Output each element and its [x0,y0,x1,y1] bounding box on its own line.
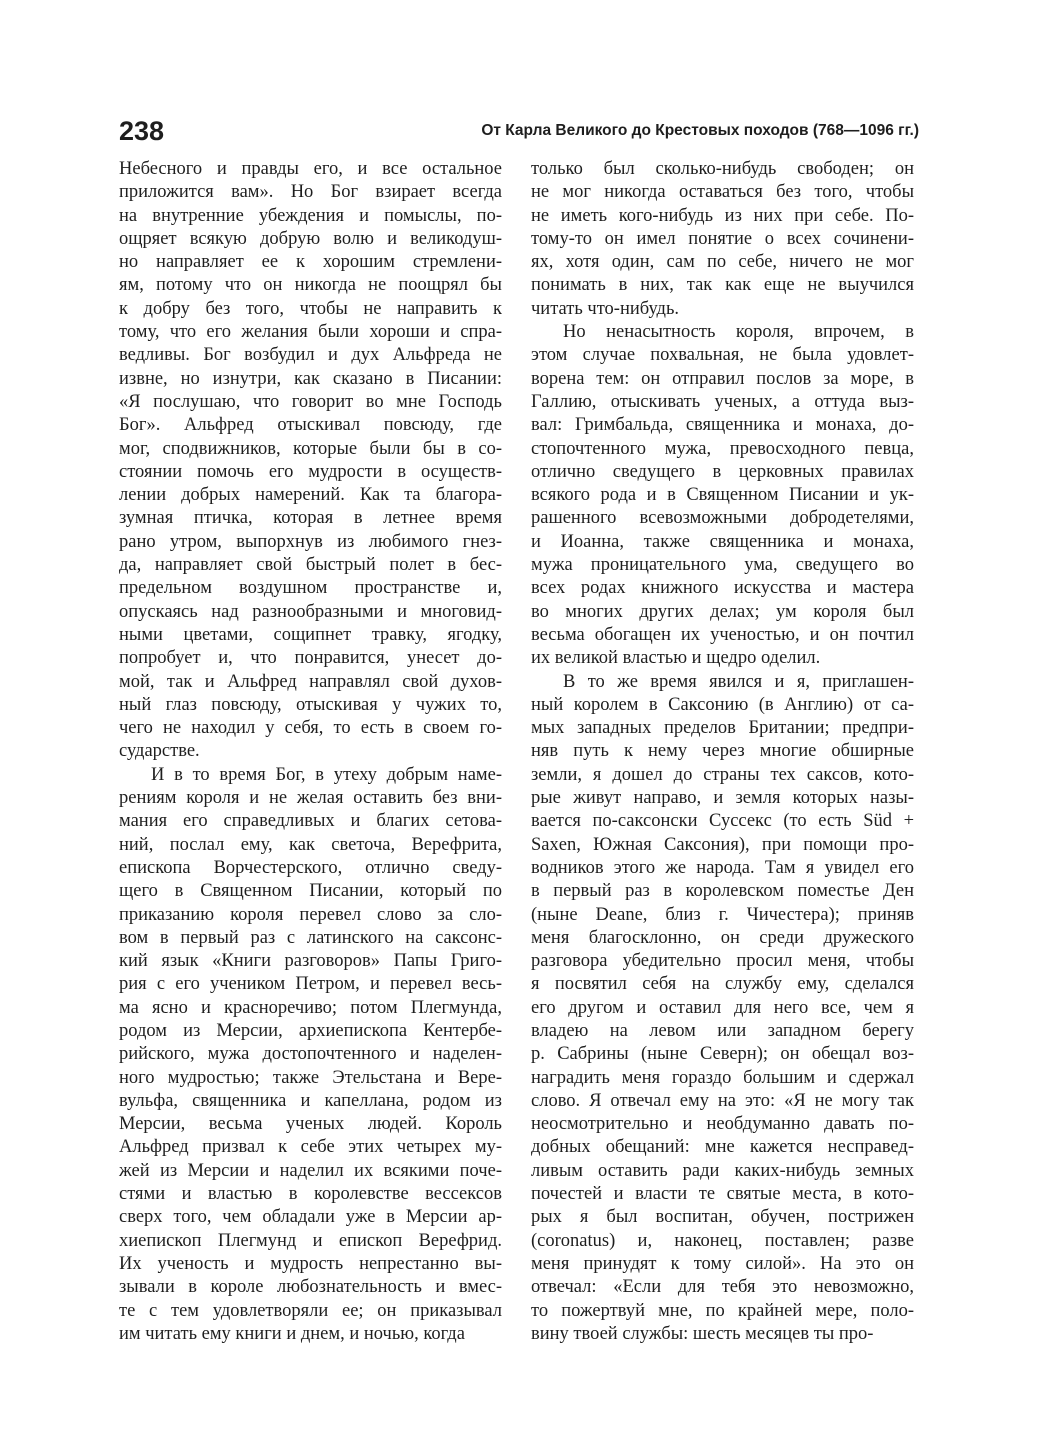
left-column [119,158,502,1346]
text-line: я посвятил себя на службу ему, сделался [531,974,914,995]
text-line: мужа проницательного ума, сведущего во [531,555,914,576]
text-line: (ныне Deane, близ г. Чичестера); приняв [531,904,914,925]
text-line: р. Сабрины (ныне Северн); он обещал воз- [531,1044,914,1065]
text-line: во многих других делах; ум короля был [531,601,914,622]
text-line: Мерсии, весьма ученых людей. Король [119,1114,502,1135]
text-line: отлично сведущего в церковных правилах [531,461,914,482]
text-line: стоянии помочь его мудрости в осуществ- [119,461,502,482]
text-line: добных обещаний: мне кажется несправед- [531,1137,914,1158]
text-line: щего в Священном Писании, который по [119,881,502,902]
text-line: всех родах книжного искусства и мастера [531,578,914,599]
text-line: извне, но изнутри, как сказано в Писании: [119,368,502,389]
text-line: ными цветами, сощипнет травку, ягодку, [119,624,502,645]
text-line: и Иоанна, также священника и монаха, [531,531,914,552]
text-line: ный королем в Саксонию (в Англию) от са- [531,694,914,715]
text-line: слово. Я отвечал ему на это: «Я не могу так [531,1090,914,1111]
text-line: наградить меня гораздо большим и сдержал [531,1067,914,1088]
text-line: епископа Ворчестерского, отлично сведу- [119,857,502,878]
text-line: всякого рода и в Священном Писании и ук- [531,485,914,506]
text-line: лении добрых намерений. Как та благора- [119,485,502,506]
text-line: не мог никогда оставаться без того, чтобы [531,182,914,203]
text-line: стями и властью в королевстве вессексов [119,1184,502,1205]
text-line: в первый раз в королевском поместье Ден [531,881,914,902]
text-line: стопочтенного мужа, превосходного певца, [531,438,914,459]
text-line: сударстве. [119,741,200,762]
text-line: меня благосклонно, он среди дружеского [531,927,914,948]
text-line: на внутренние убеждения и помыслы, по- [119,205,502,226]
text-line: ям, потому что он никогда не поощрял бы [119,275,502,296]
text-line: рийского, мужа достопочтенного и наделен- [119,1044,502,1065]
page-header [119,114,919,148]
text-line: Небесного и правды его, и все остальное [119,159,502,179]
text-line: мых западных пределов Британии; предпри- [531,718,914,739]
text-line: «Я послушаю, что говорит во мне Господь [119,391,502,412]
text-line: ворена тем: он отправил послов за море, в [531,368,914,389]
text-line: сверх того, чем обладали уже в Мерсии ар- [119,1207,502,1228]
text-line: предельном воздушном пространстве и, [119,578,502,599]
text-line: мания его справедливых и благих сетова- [119,811,502,832]
text-line: тому-то он имел понятие о всех сочинени- [531,228,914,249]
text-line: Их ученость и мудрость непрестанно вы- [119,1253,502,1274]
text-line: владею на левом или западном берегу [531,1020,914,1041]
text-line: рано утром, выпорхнув из любимого гнез- [119,531,502,552]
text-line: хиепископ Плегмунд и епископ Верефрид. [119,1230,502,1251]
text-line: ма ясно и красноречиво; потом Плегмунда, [119,997,502,1018]
text-line: рениям короля и не желая оставить без вни- [119,788,502,809]
text-line: родом из Мерсии, архиепископа Кентербе- [119,1020,502,1041]
text-line: меня принудят к тому силой». На это он [531,1253,914,1274]
text-line: водников этого же народа. Там я увидел его [531,857,914,878]
text-line: разговора убедительно просил меня, чтобы [531,951,914,972]
text-line: неосмотрительно и необдуманно давать по- [531,1114,914,1135]
text-line: ный глаз повсюду, отыскивая у чужих то, [119,694,502,715]
text-line: опускаясь над разнообразными и многовид- [119,601,502,622]
text-line: почестей и власти те святые места, в кото- [531,1184,914,1205]
text-line: их великой властью и щедро оделил. [531,648,821,669]
text-line: вульфа, священника и капеллана, родом из [119,1090,502,1111]
text-line: этом случае похвальная, не была удовлет- [531,345,914,366]
text-line: ощряет всякую добрую волю и великодуш- [119,228,502,249]
running-title: От Карла Великого до Крестовых походов (768—1096 гг.) [481,122,919,139]
text-line: его другом и оставил для него все, чем я [531,997,914,1018]
text-line: приказанию короля перевел слово за сло- [119,904,502,925]
text-line: кий язык «Книги разговоров» Папы Григо- [119,951,502,972]
text-line: весьма обогащен их ученостью, и он почтил [531,624,914,645]
text-line: Бог». Альфред отыскивал повсюду, где [119,415,502,436]
text-line: читать что-нибудь. [531,298,680,319]
text-line: зумная птичка, которая в летнее время [119,508,502,529]
text-line: понимать в них, так как еще не выучился [531,275,914,296]
text-line: то пожертвуй мне, по крайней мере, поло- [531,1300,914,1321]
text-line: ного мудростью; также Этельстана и Вере- [119,1067,502,1088]
text-line: не иметь кого-нибудь из них при себе. По- [531,205,914,226]
right-column [531,158,914,1346]
text-line: тому, что его желания были хороши и спра- [119,322,502,343]
text-line: В то же время явился и я, приглашен- [563,671,914,692]
text-line: рия с его учеником Петром, и перевел весь- [119,974,502,995]
text-line: Но ненасытность короля, впрочем, в [563,322,914,343]
text-line: к добру без того, чтобы не направить к [119,298,502,319]
text-line: земли, я дошел до страны тех саксов, кото- [531,764,914,785]
text-line: ливым оставить ради каких-нибудь земных [531,1160,914,1181]
text-line: ях, хотя один, сам по себе, ничего не мог [531,252,914,273]
text-line: только был сколько-нибудь свободен; он [531,159,914,179]
text-line: вается по-саксонски Суссекс (то есть Süd + [531,811,914,832]
text-line: рые живут направо, и земля которых назы- [531,788,914,809]
text-line: рых я был воспитан, обучен, пострижен [531,1207,914,1228]
text-line: ведливы. Бог возбудил и дух Альфреда не [119,345,502,366]
text-line: жей из Мерсии и наделил их всякими поче- [119,1160,502,1181]
text-line: вину твоей службы: шесть месяцев ты про- [531,1323,874,1344]
text-line: чего не находил у себя, то есть в своем го- [119,718,502,739]
text-line: но направляет ее к хорошим стремлени- [119,252,502,273]
text-line: Saxen, Южная Саксония), при помощи про- [531,834,914,855]
text-line: вал: Гримбальда, священника и монаха, до- [531,415,914,436]
text-line: приложится вам». Но Бог взирает всегда [119,182,502,203]
text-line: мог, сподвижников, которые были бы в со- [119,438,502,459]
text-line: зывали в короле любознательность и вмес- [119,1277,502,1298]
text-line: им читать ему книги и днем, и ночью, когда [119,1323,465,1344]
text-line: попробует и, что понравится, унесет до- [119,648,502,669]
text-line: мой, так и Альфред направлял свой духов- [119,671,502,692]
text-line: Галлию, отыскивать ученых, а оттуда выз- [531,391,914,412]
text-line: да, направляет свой быстрый полет в бес- [119,555,502,576]
text-line: (coronatus) и, наконец, поставлен; разве [531,1230,914,1251]
text-line: отвечал: «Если для тебя это невозможно, [531,1277,914,1298]
page-number: 238 [119,116,165,146]
text-line: вом в первый раз с латинского на саксонс- [119,927,502,948]
text-line: те с тем удовлетворяли ее; он приказывал [119,1300,502,1321]
text-line: няв путь к нему через многие обширные [531,741,914,762]
text-line: Альфред призвал к себе этих четырех му- [119,1137,502,1158]
text-line: рашенного всевозможными добродетелями, [531,508,914,529]
text-line: ний, послал ему, как светоча, Верефрита, [119,834,502,855]
text-line: И в то время Бог, в утеху добрым наме- [151,764,502,785]
